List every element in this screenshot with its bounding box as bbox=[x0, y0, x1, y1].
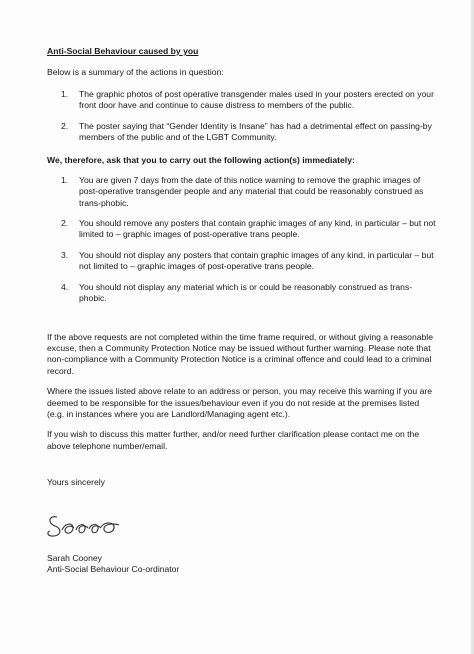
list-item-number: 4. bbox=[61, 281, 69, 292]
list-item bbox=[47, 250, 437, 273]
warning-paragraph: If the above requests are not completed within the time frame required, or without giving a reasonable excuse, then a Community Protection Notice may be issued without further warning. Please note that non-compliance with a Community Protection Notice is a criminal offence and could lead to a criminal record. bbox=[47, 331, 433, 376]
list-item bbox=[47, 89, 437, 112]
list-item-number: 2. bbox=[61, 120, 69, 131]
summary-intro: Below is a summary of the actions in question: bbox=[47, 67, 224, 78]
signer-title: Anti-Social Behaviour Co-ordinator bbox=[47, 563, 180, 574]
signer-name: Sarah Cooney bbox=[47, 552, 102, 563]
list-item-number: 1. bbox=[61, 88, 69, 99]
list-item-text: You are given 7 days from the date of this notice warning to remove the graphic images of post-operative transgender people and any material that could be reasonably construed as trans-phobic. bbox=[79, 174, 424, 208]
list-item bbox=[47, 282, 437, 305]
closing-salutation: Yours sincerely bbox=[47, 477, 105, 488]
list-item-number: 2. bbox=[61, 218, 69, 229]
handwritten-signature bbox=[43, 503, 437, 547]
list-item-text: The graphic photos of post operative transgender males used in your posters erected on your front door have and continue to cause distress to members of the public. bbox=[79, 88, 434, 111]
list-item-number: 1. bbox=[61, 174, 69, 185]
spacer bbox=[47, 314, 437, 332]
list-item-text: You should remove any posters that contain graphic images of any kind, in particular – but not limited to – graphic images of post-operative trans people. bbox=[79, 218, 436, 240]
letter-heading: Anti-Social Behaviour caused by you bbox=[47, 46, 199, 56]
contact-paragraph: If you wish to discuss this matter further, and/or need further clarification please contact me on the above telephone number/email. bbox=[47, 429, 420, 451]
summary-list bbox=[47, 89, 437, 144]
actions-list bbox=[47, 175, 437, 305]
list-item-number: 3. bbox=[61, 249, 69, 260]
list-item-text: You should not display any material which is or could be reasonably construed as trans-phobic. bbox=[79, 281, 413, 304]
actions-heading: We, therefore, ask that you to carry out the following action(s) immediately: bbox=[47, 155, 355, 166]
list-item-text: You should not display any posters that contain graphic images of any kind, in particular – but not limited to – graphic images of post-operative trans people. bbox=[79, 249, 434, 272]
responsibility-paragraph: Where the issues listed above relate to an address or person, you may receive this warning if you are deemed to be responsible for the issues/behaviour even if you do not reside at the premises listed (e.g. in instances where you are Landlord/Managing agent etc.). bbox=[47, 386, 433, 419]
letter-body bbox=[47, 46, 437, 575]
list-item bbox=[47, 175, 437, 209]
list-item-text: The poster saying that “Gender Identity is Insane” has had a detrimental effect on passing-by members of the public and of the LGBT Community. bbox=[79, 120, 432, 143]
list-item bbox=[47, 121, 437, 144]
signature-icon bbox=[43, 503, 133, 547]
list-item bbox=[47, 218, 437, 241]
